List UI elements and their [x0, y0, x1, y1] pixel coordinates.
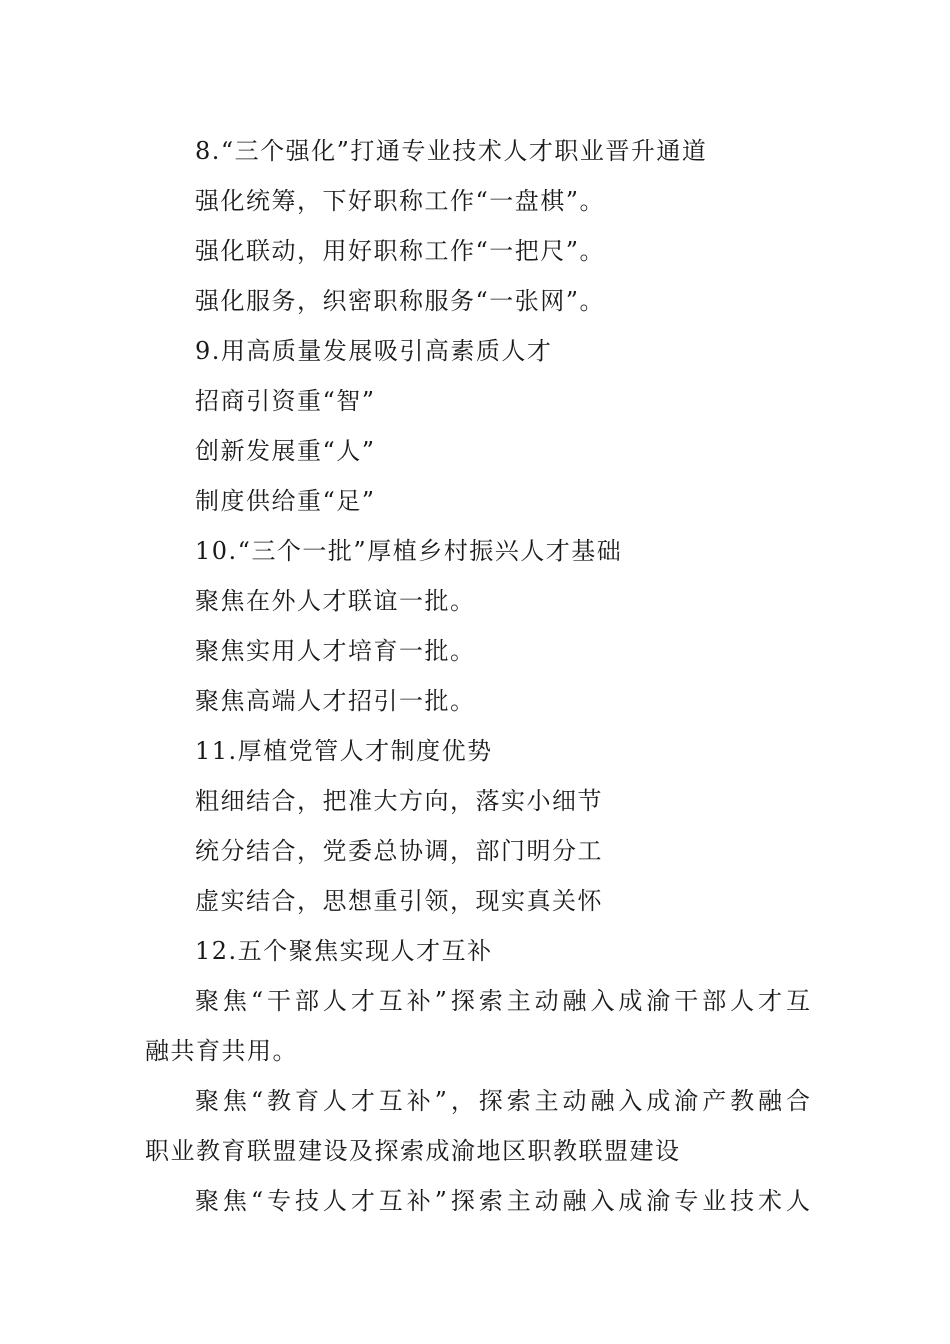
text-line: 强化统筹，下好职称工作“一盘棋”。	[195, 187, 606, 215]
heading-10: 10.“三个一批”厚植乡村振兴人才基础	[195, 537, 623, 565]
text-line: 聚焦在外人才联谊一批。	[195, 587, 476, 615]
text-line: 招商引资重“智”	[195, 387, 376, 415]
text-line: 制度供给重“足”	[195, 487, 376, 515]
heading-9: 9.用高质量发展吸引高素质人才	[195, 337, 553, 365]
text-line: 强化联动，用好职称工作“一把尺”。	[195, 237, 606, 265]
paragraph-line: 融共育共用。	[145, 1037, 298, 1065]
text-line: 强化服务，织密职称服务“一张网”。	[195, 287, 606, 315]
text-line: 统分结合，党委总协调，部门明分工	[195, 837, 603, 865]
text-line: 聚焦高端人才招引一批。	[195, 687, 476, 715]
text-line: 粗细结合，把准大方向，落实小细节	[195, 787, 603, 815]
text-line: 虚实结合，思想重引领，现实真关怀	[195, 887, 603, 915]
heading-8: 8.“三个强化”打通专业技术人才职业晋升通道	[195, 137, 708, 165]
paragraph-line: 聚焦“干部人才互补”探索主动融入成渝干部人才互	[195, 987, 810, 1015]
text-line: 创新发展重“人”	[195, 437, 376, 465]
heading-12: 12.五个聚焦实现人才互补	[195, 937, 493, 965]
paragraph-line: 聚焦“专技人才互补”探索主动融入成渝专业技术人	[195, 1187, 810, 1215]
paragraph-line: 聚焦“教育人才互补”，探索主动融入成渝产教融合	[195, 1087, 810, 1115]
heading-11: 11.厚植党管人才制度优势	[195, 737, 493, 765]
paragraph-line: 职业教育联盟建设及探索成渝地区职教联盟建设	[145, 1137, 681, 1165]
text-line: 聚焦实用人才培育一批。	[195, 637, 476, 665]
